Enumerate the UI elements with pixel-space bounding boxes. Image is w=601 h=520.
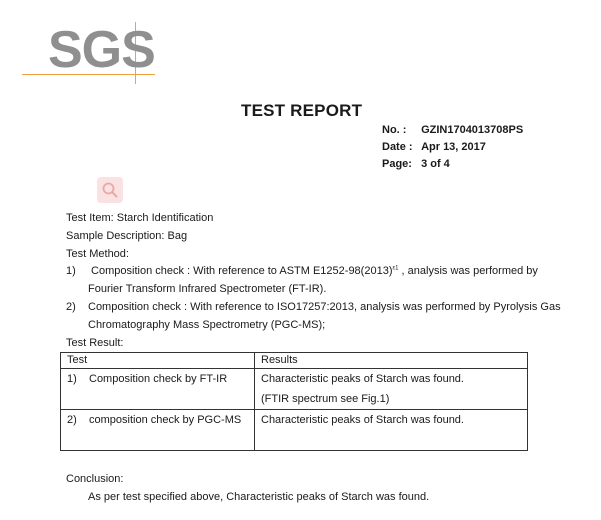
conclusion-text: As per test specified above, Characteristic peaks of Starch was found.: [88, 491, 430, 503]
table-header-row: [61, 353, 528, 369]
method-2-line-2: Chromatography Mass Spectrometry (PGC-MS);: [88, 319, 326, 331]
search-badge[interactable]: [97, 177, 123, 203]
sgs-logo: SGS: [48, 21, 155, 79]
test-method-label: Test Method:: [66, 248, 129, 260]
method-1-text-end: , analysis was performed by: [398, 265, 538, 277]
report-number-label: No. :: [382, 124, 407, 136]
report-title: TEST REPORT: [241, 101, 363, 120]
row-test-name: composition check by PGC-MS: [89, 414, 242, 426]
conclusion-label: Conclusion:: [66, 473, 124, 485]
method-1-text: Composition check : With reference to ASTM E1252-98(2013): [88, 265, 393, 277]
sample-description: Sample Description: Bag: [66, 230, 188, 242]
report-page-value: 3 of 4: [421, 158, 450, 170]
row-number: 1): [67, 373, 77, 385]
report-page-row: [382, 158, 450, 170]
search-icon: [97, 177, 123, 203]
test-result-label: Test Result:: [66, 337, 124, 349]
table-row: [61, 369, 528, 410]
table-cell-test: [61, 369, 255, 410]
report-number-row: [382, 124, 523, 136]
report-number-value: GZIN1704013708PS: [421, 124, 524, 136]
table-cell-result: [255, 369, 528, 410]
test-item: Test Item: Starch Identification: [66, 212, 214, 224]
table-row: [61, 410, 528, 451]
table-header-test: Test: [61, 353, 255, 369]
report-date-value: Apr 13, 2017: [421, 141, 486, 153]
method-2-line-1: [66, 300, 561, 314]
method-2-number: 2): [66, 301, 76, 313]
table-cell-result: [255, 410, 528, 451]
table-header-results: Results: [255, 353, 528, 369]
result-line-2: (FTIR spectrum see Fig.1): [261, 393, 390, 405]
method-2-text: Composition check : With reference to ISO17257:2013, analysis was performed by Pyrolysis Gas: [88, 301, 561, 313]
table-cell-test: [61, 410, 255, 451]
method-1-superscript: ε1: [392, 265, 399, 272]
report-date-row: [382, 141, 486, 153]
report-page-label: Page:: [382, 158, 412, 170]
method-1-line-2: Fourier Transform Infrared Spectrometer (FT-IR).: [88, 283, 327, 295]
row-number: 2): [67, 414, 77, 426]
results-table: [60, 352, 528, 451]
report-date-label: Date :: [382, 141, 413, 153]
row-test-name: Composition check by FT-IR: [89, 373, 228, 385]
method-1-number: 1): [66, 265, 76, 277]
result-line-1: Characteristic peaks of Starch was found.: [261, 373, 464, 385]
method-1-line-1: [66, 264, 538, 278]
result-line-1: Characteristic peaks of Starch was found.: [261, 414, 464, 426]
